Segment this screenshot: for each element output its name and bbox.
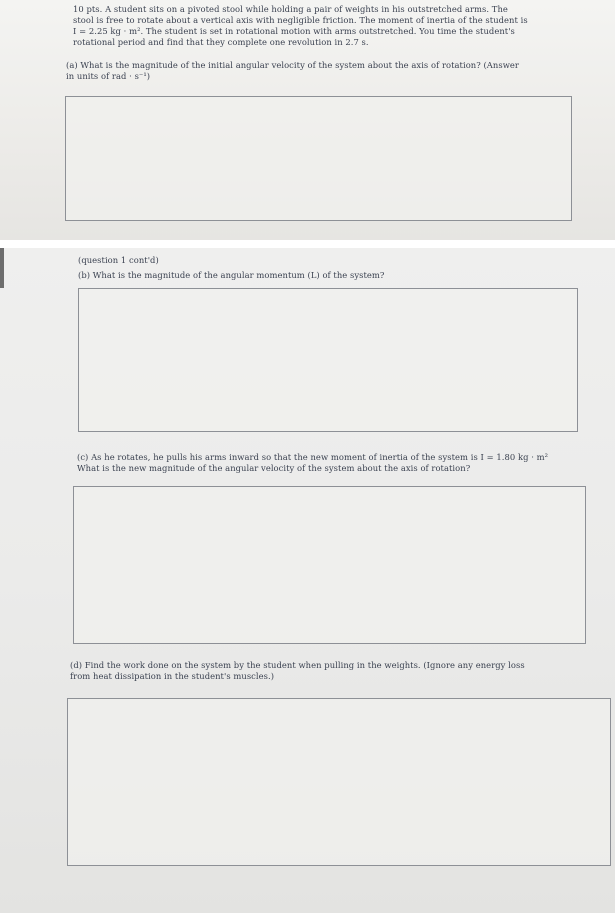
part-c-question-line-1: (c) As he rotates, he pulls his arms inward so that the new moment of inertia of the system is I = 1.80 kg · m² xyxy=(77,452,549,462)
worksheet-page-2 xyxy=(0,248,615,913)
question-continued-label: (question 1 cont'd) xyxy=(78,255,159,265)
part-a-question-line-1: (a) What is the magnitude of the initial angular velocity of the system about the axis of rotation? (Answer xyxy=(66,60,519,70)
part-b-answer-box[interactable] xyxy=(78,288,578,432)
part-a-question-line-2: in units of rad · s⁻¹) xyxy=(66,71,151,81)
part-c-question-line-2: What is the new magnitude of the angular velocity of the system about the axis of rotation? xyxy=(77,463,471,473)
part-a-answer-box[interactable] xyxy=(65,96,572,221)
worksheet-page-1 xyxy=(0,0,615,240)
part-d-question-line-1: (d) Find the work done on the system by the student when pulling in the weights. (Ignore any energy loss xyxy=(70,660,525,670)
question-intro-line-1: 10 pts. A student sits on a pivoted stool while holding a pair of weights in his outstretched arms. The xyxy=(73,4,508,14)
question-intro-line-3: I = 2.25 kg · m². The student is set in rotational motion with arms outstretched. You time the student's xyxy=(73,26,515,36)
question-intro-line-4: rotational period and find that they complete one revolution in 2.7 s. xyxy=(73,37,369,47)
part-d-question-line-2: from heat dissipation in the student's muscles.) xyxy=(70,671,275,681)
question-intro-line-2: stool is free to rotate about a vertical axis with negligible friction. The moment of inertia of the student is xyxy=(73,15,528,25)
part-c-answer-box[interactable] xyxy=(73,486,586,644)
part-d-answer-box[interactable] xyxy=(67,698,611,866)
page-separator xyxy=(0,240,615,248)
part-b-question: (b) What is the magnitude of the angular momentum (L) of the system? xyxy=(78,270,385,280)
